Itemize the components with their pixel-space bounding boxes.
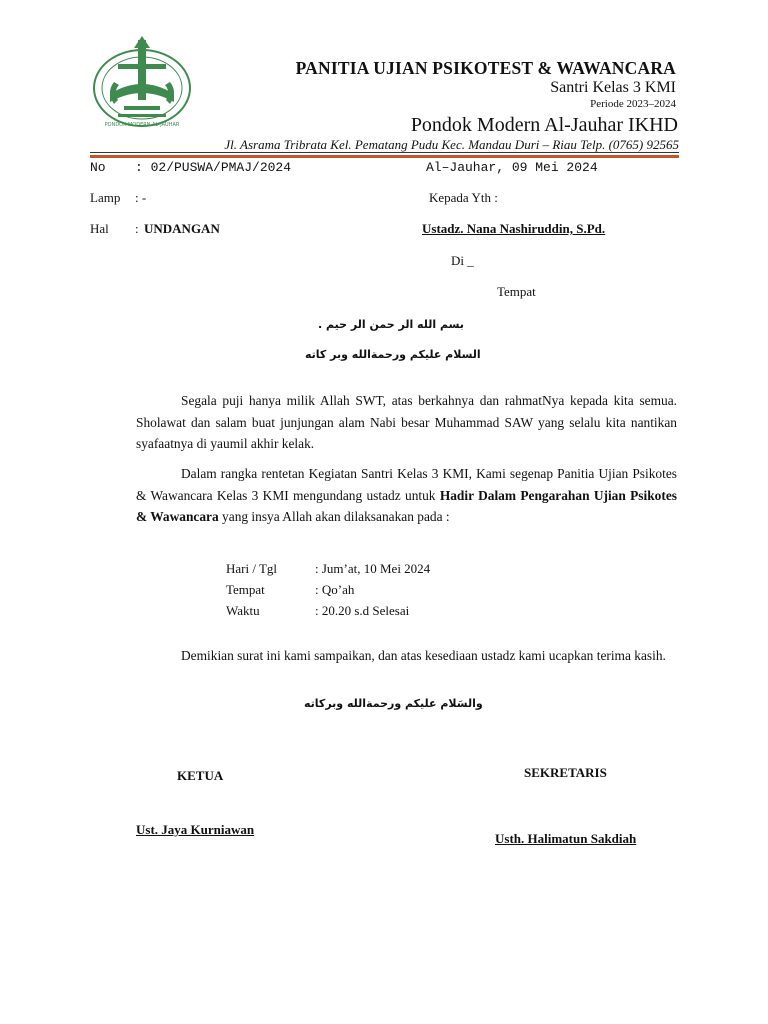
opening-salam: السلام عليكم ورحمةالله وبر كاته bbox=[305, 348, 481, 361]
recipient-place: Tempat bbox=[497, 284, 536, 299]
detail-row-place bbox=[226, 582, 354, 598]
recipient-heading: Kepada Yth : bbox=[429, 190, 498, 205]
detail-row-time bbox=[226, 603, 409, 619]
detail-value: : 20.20 s.d Selesai bbox=[315, 603, 410, 618]
invitation-text-end: yang insya Allah akan dilaksanakan pada : bbox=[218, 509, 450, 524]
attachment-label: Lamp bbox=[90, 190, 121, 205]
invitation-paragraph bbox=[136, 463, 677, 528]
recipient-name: Ustadz. Nana Nashiruddin, S.Pd. bbox=[422, 221, 606, 236]
closing-paragraph: Demikian surat ini kami sampaikan, dan atas kesediaan ustadz kami ucapkan terima kasih. bbox=[181, 648, 666, 663]
subject-label: Hal bbox=[90, 221, 109, 236]
detail-value: : Jum’at, 10 Mei 2024 bbox=[315, 561, 431, 576]
recipient-location: Di _ bbox=[451, 253, 474, 268]
detail-label: Tempat bbox=[226, 582, 265, 597]
number-label: No bbox=[90, 160, 106, 175]
subject-value: UNDANGAN bbox=[144, 221, 220, 236]
closing-salam: والسَلام عليكم ورحمةالله وبركاته bbox=[304, 697, 483, 710]
logo-caption: PONDOK MODERN AL-JAUHAR bbox=[104, 122, 180, 128]
institution-logo bbox=[88, 34, 196, 132]
header-divider-thick bbox=[90, 155, 679, 158]
school-address: Jl. Asrama Tribrata Kel. Pematang Pudu Kec. Mandau Duri – Riau Telp. (0765) 92565 bbox=[224, 137, 679, 152]
detail-label: Waktu bbox=[226, 603, 260, 618]
invitation-text-start: Dalam rangka rentetan Kegiatan Santri Kelas 3 KMI, Kami segenap Panitia Ujian Psikotes & Wawancara Kelas 3 KMI mengundang ustadz untuk bbox=[136, 466, 677, 503]
basmalah: بسم الله الر حمن الر حيم . bbox=[318, 318, 464, 331]
letter-date: Al–Jauhar, 09 Mei 2024 bbox=[426, 160, 598, 175]
secretary-title: SEKRETARIS bbox=[524, 765, 607, 780]
subject-colon: : bbox=[135, 221, 139, 236]
opening-paragraph: Segala puji hanya milik Allah SWT, atas berkahnya dan rahmatNya kepada kita semua. Sholawat dan salam buat junjungan alam Nabi besar Muhammad SAW yang selalu kita nantikan syafaatnya di yaumil akhir kelak. bbox=[136, 393, 677, 451]
chairman-title: KETUA bbox=[177, 768, 224, 783]
number-value: : 02/PUSWA/PMAJ/2024 bbox=[135, 160, 292, 175]
secretary-name: Usth. Halimatun Sakdiah bbox=[495, 831, 637, 846]
committee-subtitle: Santri Kelas 3 KMI bbox=[550, 79, 676, 96]
detail-label: Hari / Tgl bbox=[226, 561, 278, 576]
detail-row-day bbox=[226, 561, 430, 577]
committee-title: PANITIA UJIAN PSIKOTEST & WAWANCARA bbox=[295, 58, 676, 78]
chairman-name: Ust. Jaya Kurniawan bbox=[136, 822, 255, 837]
school-name: Pondok Modern Al-Jauhar IKHD bbox=[410, 114, 678, 136]
detail-value: : Qo’ah bbox=[315, 582, 355, 597]
period-label: Periode 2023–2024 bbox=[590, 98, 676, 110]
attachment-value: : - bbox=[135, 190, 147, 205]
invitation-highlight: Hadir Dalam Pengarahan Ujian Psikotes & Wawancara bbox=[136, 487, 677, 524]
header-divider-thin bbox=[90, 152, 679, 153]
